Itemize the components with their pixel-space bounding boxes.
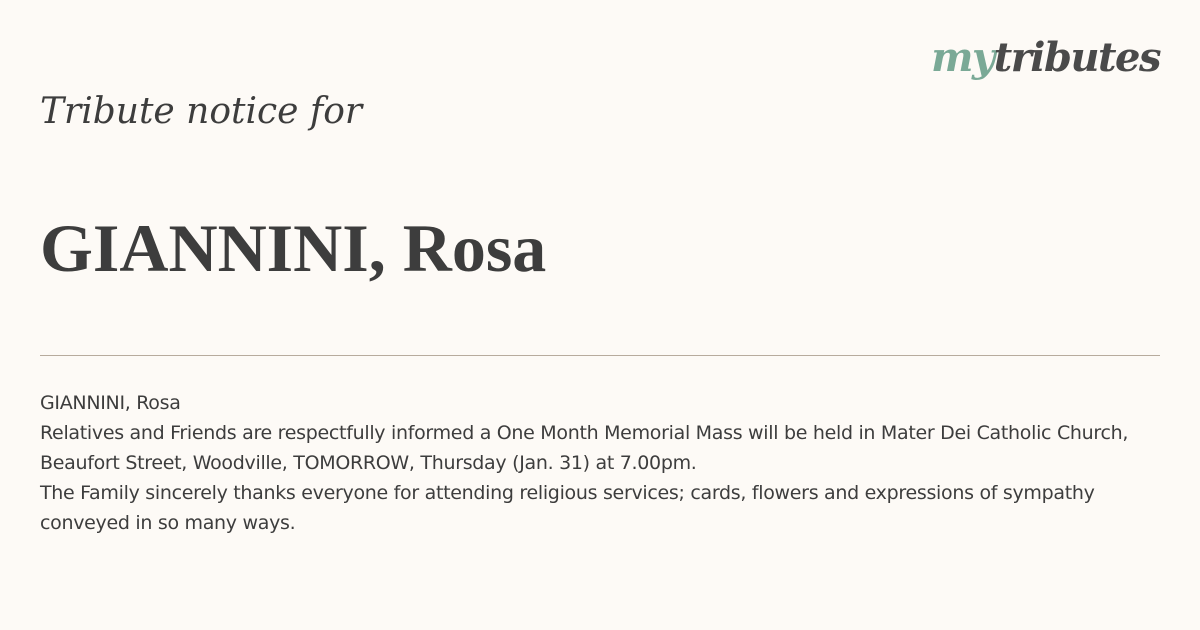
notice-line-thanks: The Family sincerely thanks everyone for attending religious services; cards, flowers and expressions of sympathy conveyed in so many ways.: [40, 482, 1095, 534]
deceased-name: GIANNINI, Rosa: [40, 210, 547, 286]
logo-my-text: my: [931, 34, 994, 81]
notice-body: [40, 388, 1160, 538]
logo-tributes-text: tributes: [993, 34, 1160, 81]
notice-line-name: GIANNINI, Rosa: [40, 392, 181, 414]
tribute-notice-heading: Tribute notice for: [40, 91, 363, 132]
divider: [40, 355, 1160, 356]
notice-line-mass: Relatives and Friends are respectfully informed a One Month Memorial Mass will be held in Mater Dei Catholic Church, Beaufort Street, Woodville, TOMORROW, Thursday (Jan. 31) at 7.00pm.: [40, 422, 1129, 474]
mytributes-logo[interactable]: [931, 32, 1160, 84]
